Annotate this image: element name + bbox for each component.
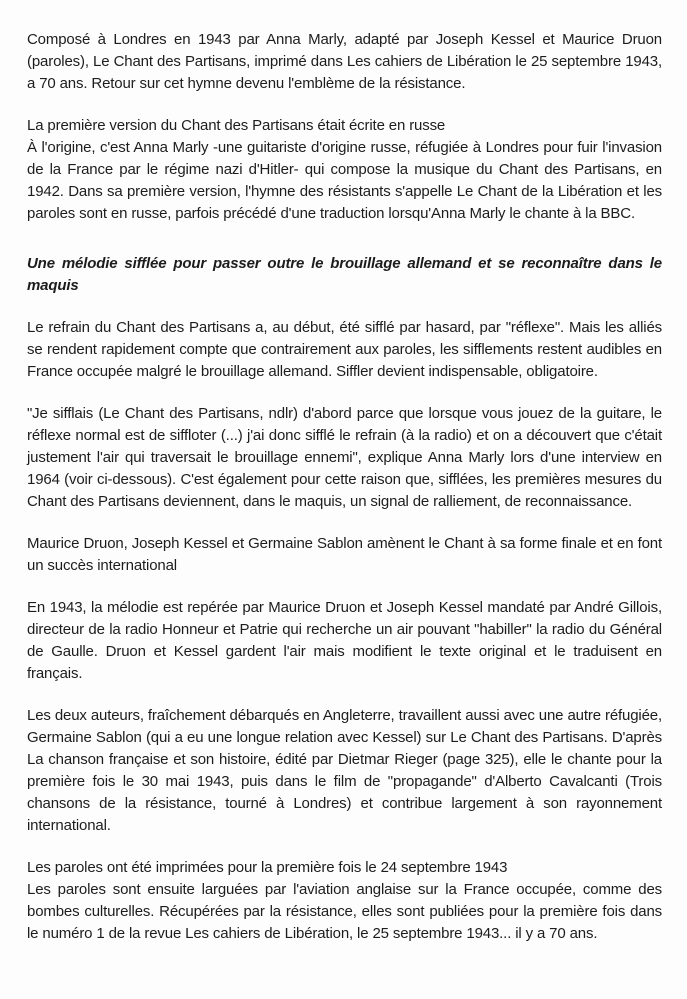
paragraph-1943-melodie: En 1943, la mélodie est repérée par Maurice Druon et Joseph Kessel mandaté par André Gillois, directeur de la radio Honneur et Patrie qui recherche un air pouvant "habiller" la radio du Général de Gaulle. Druon et Kessel gardent l'air mais modifient le texte original et le traduisent en français. bbox=[27, 599, 662, 682]
section-premiere-version bbox=[27, 115, 662, 225]
paragraph-deux-auteurs: Les deux auteurs, fraîchement débarqués en Angleterre, travaillent aussi avec une autre réfugiée, Germaine Sablon (qui a eu une longue relation avec Kessel) sur Le Chant des Partisans. D'après La chanson française et son histoire, édité par Dietmar Rieger (page 325), elle le chante pour la première fois le 30 mai 1943, puis dans le film de "propagande" d'Alberto Cavalcanti (Trois chansons de la résistance, tourné à Londres) et contribue largement à son rayonnement international. bbox=[27, 707, 662, 834]
subheading-druon-kessel-sablon: Maurice Druon, Joseph Kessel et Germaine Sablon amènent le Chant à sa forme finale et en font un succès international bbox=[27, 535, 662, 574]
paragraph-intro: Composé à Londres en 1943 par Anna Marly, adapté par Joseph Kessel et Maurice Druon (paroles), Le Chant des Partisans, imprimé dans Les cahiers de Libération le 25 septembre 1943, a 70 ans. Retour sur cet hymne devenu l'emblème de la résistance. bbox=[27, 31, 662, 92]
section-paroles-imprimees-lead: Les paroles ont été imprimées pour la première fois le 24 septembre 1943 bbox=[27, 859, 508, 876]
section-paroles-imprimees bbox=[27, 857, 662, 945]
section-paroles-imprimees-body: Les paroles sont ensuite larguées par l'aviation anglaise sur la France occupée, comme des bombes culturelles. Récupérées par la résistance, elles sont publiées pour la première fois dans le numéro 1 de la revue Les cahiers de Libération, le 25 septembre 1943... il y a 70 ans. bbox=[27, 881, 662, 942]
heading-melodie-sifflee: Une mélodie sifflée pour passer outre le brouillage allemand et se reconnaître dans le maquis bbox=[27, 255, 662, 294]
paragraph-citation-anna-marly: "Je sifflais (Le Chant des Partisans, ndlr) d'abord parce que lorsque vous jouez de la guitare, le réflexe normal est de siffloter (...) j'ai donc sifflé le refrain (à la radio) et on a découvert que c'était justement l'air qui traversait le brouillage ennemi", explique Anna Marly lors d'une interview en 1964 (voir ci-dessous). C'est également pour cette raison que, sifflées, les premières mesures du Chant des Partisans deviennent, dans le maquis, un signal de ralliement, de reconnaissance. bbox=[27, 405, 662, 510]
paragraph-refrain: Le refrain du Chant des Partisans a, au début, été sifflé par hasard, par "réflexe". Mais les alliés se rendent rapidement compte que contrairement aux paroles, les sifflements restent audibles en France occupée malgré le brouillage allemand. Siffler devient indispensable, obligatoire. bbox=[27, 319, 662, 380]
section-premiere-version-lead: La première version du Chant des Partisans était écrite en russe bbox=[27, 117, 446, 134]
section-premiere-version-body: À l'origine, c'est Anna Marly -une guitariste d'origine russe, réfugiée à Londres pour fuir l'invasion de la France par le régime nazi d'Hitler- qui compose la musique du Chant des Partisans, en 1942. Dans sa première version, l'hymne des résistants s'appelle Le Chant de la Libération et les paroles sont en russe, parfois précédé d'une traduction lorsqu'Anna Marly le chante à la BBC. bbox=[27, 139, 662, 222]
